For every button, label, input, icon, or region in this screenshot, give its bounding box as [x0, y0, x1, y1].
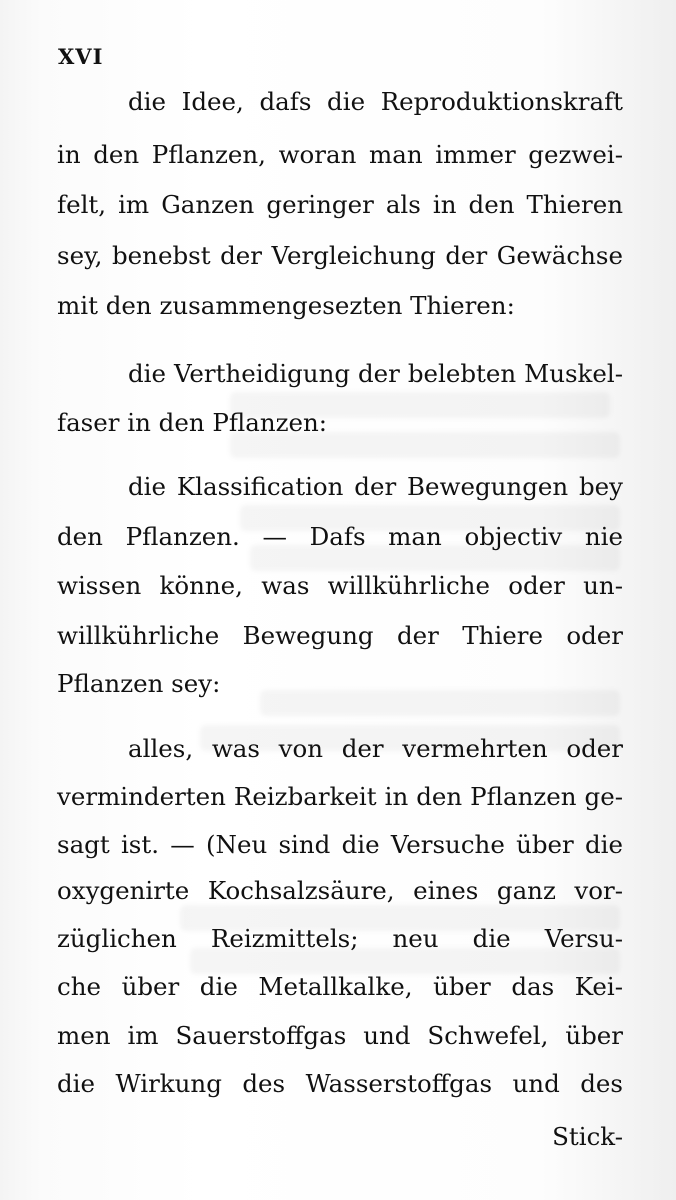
text-line: faser in den Pflanzen: [57, 408, 328, 437]
text-line: sagt ist. — (Neu sind die Versuche über die [57, 830, 623, 859]
page-number: XVI [58, 44, 104, 69]
text-line: Pflanzen sey: [57, 669, 221, 698]
text-line: die Wirkung des Wasserstoffgas und des [57, 1069, 623, 1098]
text-line: verminderten Reizbarkeit in den Pflanzen ge- [57, 782, 623, 811]
catchword: Stick- [552, 1122, 623, 1151]
text-line: che über die Metallkalke, über das Kei- [57, 972, 623, 1001]
text-line: willkührliche Bewegung der Thiere oder [57, 621, 623, 650]
text-line: die Vertheidigung der belebten Muskel- [128, 359, 623, 388]
text-line: men im Sauerstoffgas und Schwefel, über [57, 1021, 623, 1050]
text-line: alles, was von der vermehrten oder [128, 734, 623, 763]
text-line: sey, benebst der Vergleichung der Gewächse [57, 241, 623, 270]
text-line: den Pflanzen. — Dafs man objectiv nie [57, 522, 623, 551]
text-line: die Klassification der Bewegungen bey [128, 472, 623, 501]
text-line: wissen könne, was willkührliche oder un- [57, 571, 623, 600]
text-line: die Idee, dafs die Reproduktionskraft [128, 87, 623, 116]
text-line: mit den zusammengesezten Thieren: [57, 291, 515, 320]
text-line: felt, im Ganzen geringer als in den Thieren [57, 190, 623, 219]
text-line: in den Pflanzen, woran man immer gezwei- [57, 140, 623, 169]
text-line: oxygenirte Kochsalzsäure, eines ganz vor- [57, 876, 623, 905]
text-line: züglichen Reizmittels; neu die Versu- [57, 924, 623, 953]
